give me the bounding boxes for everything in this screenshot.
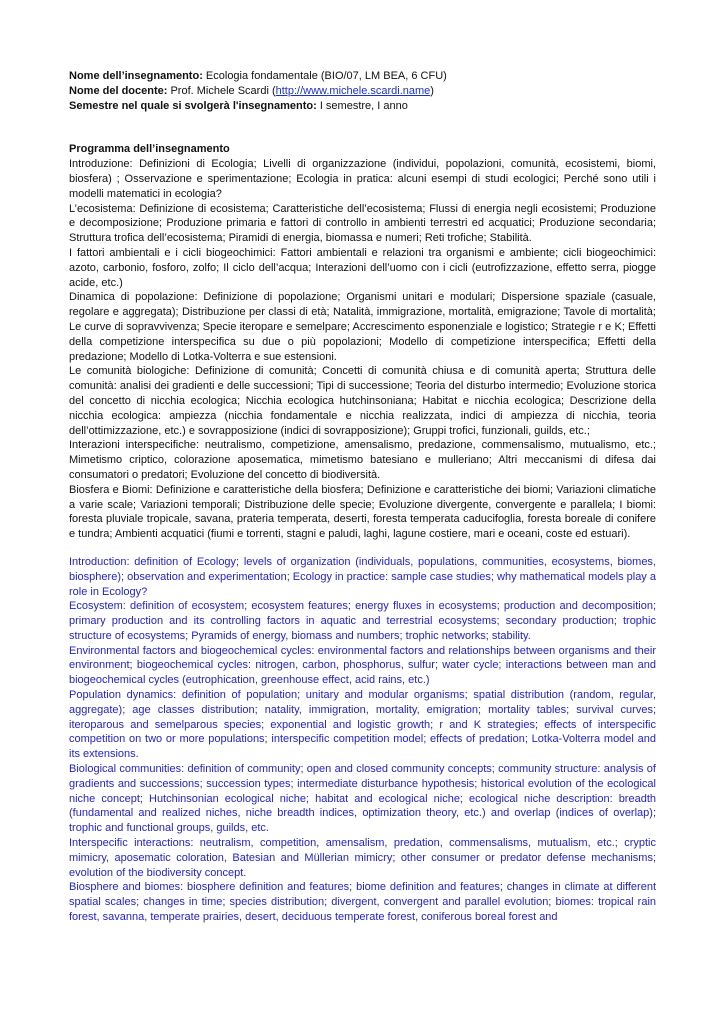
it-paragraph-ecosystem: L’ecosistema: Definizione di ecosistema; Caratteristiche dell’ecosistema; Flussi di energia negli ecosistemi; Produzione e decomposizione; Produzione primaria e fattori di controllo in ambienti terrestri ed acquatici; Produzione secondaria; Struttura trofica dell’ecosistema; Piramidi di energia, biomassa e numeri; Reti trofiche; Stabilità. <box>69 202 656 245</box>
it-paragraph-communities: Le comunità biologiche: Definizione di comunità; Concetti di comunità chiusa e di comunità aperta; Struttura delle comunità: analisi dei gradienti e delle successioni; Tipi di successione; Teoria del disturbo intermedio; Evoluzione storica del concetto di nicchia ecologica; Nicchia ecologica hutchinsoniana; Habitat e nicchia ecologica; Descrizione della nicchia ecologica: ampiezza (nicchia fondamentale e nicchia realizzata, indici di ampiezza di nicchia, teoria dell’ottimizzazione, etc.) e sovrapposizione (indici di sovrapposizione); Gruppi trofici, funzionali, guilds, etc.; <box>69 365 656 437</box>
en-paragraph-introduction: Introduction: definition of Ecology; levels of organization (individuals, populations, communities, ecosystems, biomes, biosphere); observation and experimentation; Ecology in practice: sample case studies; why mathematical models play a role in Ecology? <box>69 555 656 598</box>
it-paragraph-introduction: Introduzione: Definizioni di Ecologia; Livelli di organizzazione (individui, popolazioni, comunità, ecosistemi, biomi, biosfera) ; Osservazione e sperimentazione; Ecologia in pratica: alcuni esempi di studi ecologici; Perché sono utili i modelli matematici in ecologia? <box>69 158 656 200</box>
semester-line <box>69 99 656 114</box>
course-name-label: Nome dell’insegnamento: <box>69 70 203 82</box>
course-name-line <box>69 69 656 84</box>
it-paragraph-interactions: Interazioni interspecifiche: neutralismo, competizione, amensalismo, predazione, commensalismo, mutualismo, etc.; Mimetismo criptico, colorazione aposematica, mimetismo batesiano e mulleriano; Altri meccanismi di difesa dai consumatori o predatori; Evoluzione del concetto di biodiversità. <box>69 439 656 481</box>
teacher-value-close: ) <box>430 84 434 97</box>
en-paragraph-biomes: Biosphere and biomes: biosphere definition and features; biome definition and features; changes in climate at different spatial scales; changes in time; species distribution; divergent, convergent and parallel evolution; biomes: tropical rain forest, savanna, temperate prairies, desert, deciduous temperate forest, coniferous boreal forest and <box>69 881 656 924</box>
en-paragraph-communities: Biological communities: definition of community; open and closed community concepts; community structure: analysis of gradients and successions; succession types; intermediate disturbance hypothesis; historical evolution of the ecological niche concept; Hutchinsonian ecological niche; habitat and ecological niche; ecological niche description: breadth (fundamental and realized niches, niche breadth indices, optimization theory, etc.) and overlap (indices of overlap); trophic and functional groups, guilds, etc. <box>69 763 656 835</box>
semester-label: Semestre nel quale si svolgerà l'insegnamento: <box>69 99 317 112</box>
teacher-line <box>69 84 656 99</box>
it-paragraph-biomes: Biosfera e Biomi: Definizione e caratteristiche della biosfera; Definizione e caratteristiche dei biomi; Variazioni climatiche a varie scale; Variazioni temporali; Distribuzione delle specie; Evoluzione divergente, convergente e parallela; I biomi: foresta pluviale tropicale, savana, prateria temperata, deserti, foresta temperata caducifoglia, foresta boreale di conifere e tundra; Ambienti acquatici (fiumi e torrenti, stagni e paludi, laghi, lagune costiere, mari e oceani, coste ed estuari). <box>69 483 656 541</box>
semester-value: I semestre, I anno <box>316 99 408 112</box>
teacher-label: Nome del docente: <box>69 84 168 97</box>
it-paragraph-cycles: I fattori ambientali e i cicli biogeochimici: Fattori ambientali e relazioni tra organismi e ambiente; cicli biogeochimici: azoto, carbonio, fosforo, zolfo; Il ciclo dell’acqua; Interazioni dell’uomo con i cicli (eutrofizzazione, effetto serra, piogge acide, etc.) <box>69 246 656 289</box>
en-paragraph-population: Population dynamics: definition of population; unitary and modular organisms; spatial distribution (random, regular, aggregate); age classes distribution; natality, immigration, mortality, emigration; mortality tables; survival curves; iteroparous and semelparous species; exponential and logistic growth; r and K strategies; effects of interspecific competition on two or more populations; interspecific competition model; effects of predation; Lotka-Volterra model and its extensions. <box>69 689 656 761</box>
en-paragraph-cycles: Environmental factors and biogeochemical cycles: environmental factors and relationships between organisms and their environment; biogeochemical cycles: nitrogen, carbon, phosphorus, sulfur; water cycle; interactions between man and biogeochemical cycles (eutrophication, greenhouse effect, acid rains, etc.) <box>69 644 656 687</box>
en-paragraph-interactions: Interspecific interactions: neutralism, competition, amensalism, predation, commensalisms, mutualism, etc.; cryptic mimicry, aposematic coloration, Batesian and Müllerian mimicry; other consumer or predator defense mechanisms; evolution of the biodiversity concept. <box>69 837 656 879</box>
english-program <box>69 555 656 925</box>
it-paragraph-population: Dinamica di popolazione: Definizione di popolazione; Organismi unitari e modulari; Dispersione spaziale (casuale, regolare e aggregata); Distribuzione per classi di età; Natalità, immigrazione, mortalità, emigrazione; Tavole di mortalità; Le curve di sopravvivenza; Specie iteropare e semelpare; Accrescimento esponenziale e logistico; Strategie r e K; Effetti della competizione interspecifica su due o più popolazioni; Modello di competizione interspecifica; Effetti della predazione; Modello di Lotka-Volterra e sue estensioni. <box>69 291 656 363</box>
en-paragraph-ecosystem: Ecosystem: definition of ecosystem; ecosystem features; energy fluxes in ecosystems; production and decomposition; primary production and its controlling factors in aquatic and terrestrial ecosystems; secondary production; trophic structure of ecosystems; Pyramids of energy, biomass and numbers; trophic networks; stability. <box>69 600 656 642</box>
teacher-website-link[interactable]: http://www.michele.scardi.name <box>275 84 431 97</box>
teacher-value: Prof. Michele Scardi ( <box>167 84 276 97</box>
document-content <box>69 69 656 925</box>
italian-program <box>69 157 656 542</box>
course-name-value: Ecologia fondamentale (BIO/07, LM BEA, 6 CFU) <box>202 70 447 82</box>
program-title: Programma dell’insegnamento <box>69 143 230 156</box>
